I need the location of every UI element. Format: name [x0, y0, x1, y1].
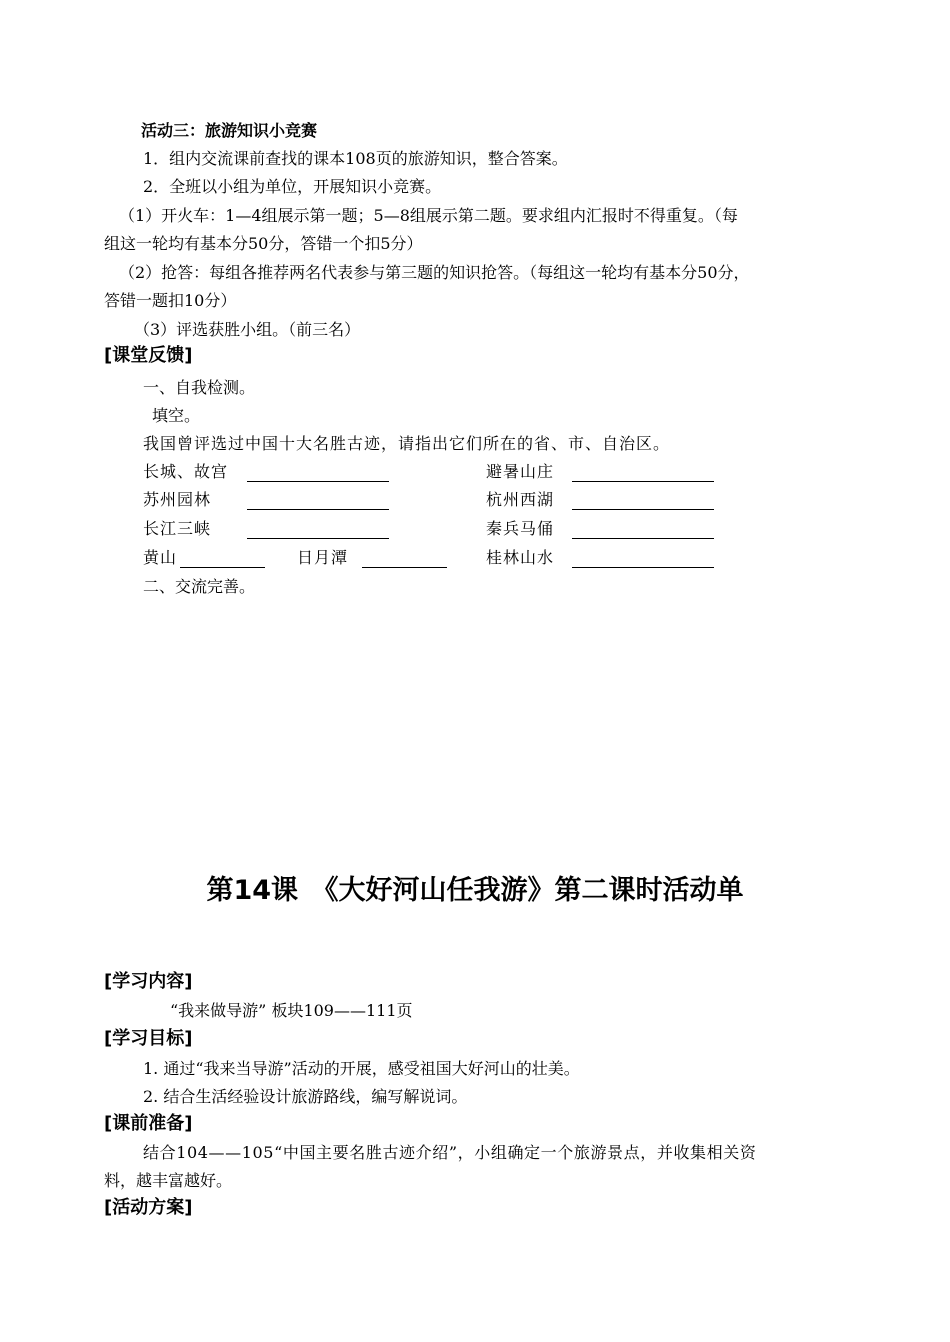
activity-line-3: （1）开火车：1—4组展示第一题；5—8组展示第二题。要求组内汇报时不得重复。（每: [119, 206, 738, 225]
answer-blank[interactable]: [572, 524, 714, 539]
plan-heading: [活动方案]: [104, 1197, 193, 1218]
site-west-lake: [486, 490, 554, 510]
fill-label: 填空。: [152, 406, 201, 425]
content-heading: [学习内容]: [104, 971, 193, 992]
fill-instruction: 我国曾评选过中国十大名胜古迹，请指出它们所在的省、市、自治区。: [143, 434, 671, 453]
activity-line-2: 2．全班以小组为单位，开展知识小竞赛。: [143, 177, 442, 196]
answer-blank[interactable]: [247, 524, 389, 539]
prep-line-1: 结合104——105“中国主要名胜古迹介绍”，小组确定一个旅游景点，并收集相关资: [143, 1143, 757, 1162]
site-sun-moon-lake: [297, 548, 348, 568]
site-huangshan: [143, 548, 177, 568]
activity-line-1: 1．组内交流课前查找的课本108页的旅游知识，整合答案。: [143, 149, 568, 168]
prep-heading: [课前准备]: [104, 1113, 193, 1134]
site-label: 秦兵马俑: [486, 519, 555, 538]
site-label: 日月潭: [297, 548, 349, 567]
answer-blank[interactable]: [180, 553, 265, 568]
answer-blank[interactable]: [247, 495, 389, 510]
answer-blank[interactable]: [572, 467, 714, 482]
goal-1: 1. 通过“我来当导游”活动的开展，感受祖国大好河山的壮美。: [143, 1059, 580, 1078]
site-label: 长城、故宫: [143, 462, 229, 481]
answer-blank[interactable]: [247, 467, 389, 482]
prep-line-2: 料，越丰富越好。: [104, 1171, 233, 1190]
answer-blank[interactable]: [572, 553, 714, 568]
site-label: 长江三峡: [143, 519, 212, 538]
self-check-label: 一、自我检测。: [143, 378, 256, 397]
activity-three-title: 活动三：旅游知识小竞赛: [141, 121, 318, 140]
site-terracotta-army: [486, 519, 554, 539]
site-summer-resort: [486, 462, 554, 482]
answer-blank[interactable]: [572, 495, 714, 510]
goals-heading: [学习目标]: [104, 1028, 193, 1049]
lesson-title: 第14课 《大好河山任我游》第二课时活动单: [206, 875, 744, 906]
site-guilin: [486, 548, 554, 568]
site-suzhou-gardens: [143, 490, 211, 510]
goal-2: 2. 结合生活经验设计旅游路线，编写解说词。: [143, 1087, 468, 1106]
site-three-gorges: [143, 519, 211, 539]
activity-line-5: （2）抢答：每组各推荐两名代表参与第三题的知识抢答。（每组这一轮均有基本分50分，: [119, 263, 750, 282]
site-label: 桂林山水: [486, 548, 555, 567]
site-label: 杭州西湖: [486, 490, 555, 509]
site-label: 苏州园林: [143, 490, 212, 509]
activity-line-7: （3）评选获胜小组。（前三名）: [134, 320, 361, 339]
exchange-label: 二、交流完善。: [143, 577, 256, 596]
site-label: 黄山: [143, 548, 178, 567]
site-great-wall: [143, 462, 228, 482]
feedback-heading: [课堂反馈]: [104, 345, 193, 366]
answer-blank[interactable]: [362, 553, 447, 568]
activity-line-6: 答错一题扣10分）: [104, 291, 237, 310]
activity-line-4: 组这一轮均有基本分50分，答错一个扣5分）: [104, 234, 423, 253]
content-text: “我来做导游” 板块109——111页: [170, 1001, 413, 1020]
site-label: 避暑山庄: [486, 462, 555, 481]
